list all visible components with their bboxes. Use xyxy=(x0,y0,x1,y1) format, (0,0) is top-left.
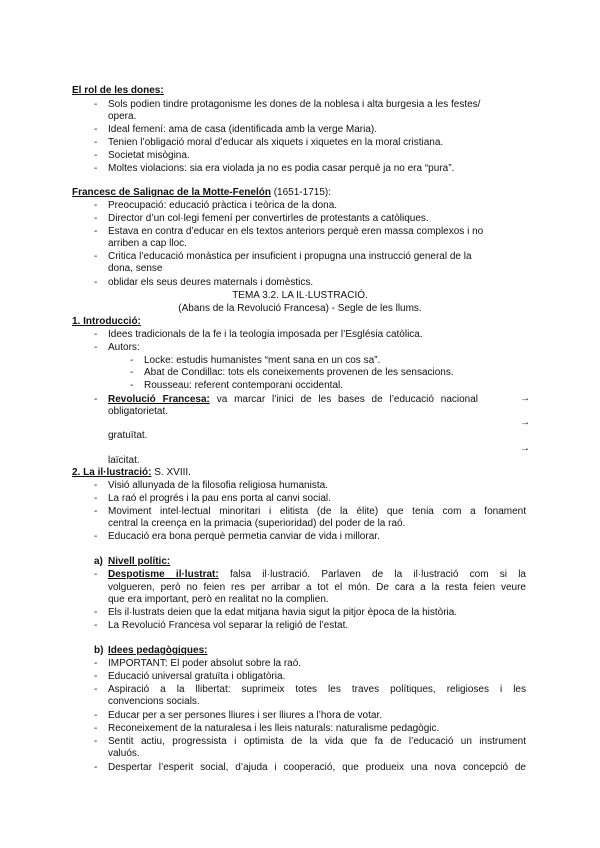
list-item-cont: dona, sense xyxy=(108,263,163,274)
list-item-cont: opera. xyxy=(108,111,137,122)
bullet-dash: - xyxy=(94,620,98,631)
bullet-dash: - xyxy=(94,569,98,580)
bullet-dash: - xyxy=(94,710,98,721)
author-item: Locke: estudis humanistes “ment sana en un cos sa”. xyxy=(144,355,381,366)
bullet-dash: - xyxy=(94,251,98,262)
list-item: Despertar l’esperit social, d’ajuda i cooperació, que produeix una nova concepció de xyxy=(108,762,526,773)
bullet-dash: - xyxy=(94,150,98,161)
list-item: Tenien l’obligació moral d’educar als xiquets i xiquetes en la moral cristiana. xyxy=(108,137,444,148)
heading-rol-dones: El rol de les dones: xyxy=(72,85,164,96)
list-item: Aspiració a la llibertat: suprimeix totes les traves polítiques, religioses i les xyxy=(108,684,526,695)
heading-fenelon xyxy=(72,187,331,199)
bullet-dash: - xyxy=(94,200,98,211)
list-item: IMPORTANT: El poder absolut sobre la raó. xyxy=(108,658,302,669)
list-item-cont: valuós. xyxy=(108,748,140,759)
list-item: Critica l’educació monàstica per insuficient i propugna una instrucció general de la xyxy=(108,251,472,262)
list-item: Preocupació: educació pràctica i teòrica de la dona. xyxy=(108,200,338,211)
bullet-dash: - xyxy=(94,607,98,618)
heading-illustracio-label: 2. La il·lustració: xyxy=(72,467,152,478)
despotisme-label: Despotisme il·lustrat: xyxy=(108,569,219,580)
heading-illustracio-century: S. XVIII. xyxy=(154,467,191,478)
bullet-dash: - xyxy=(94,342,98,353)
list-item: La raó el progrés i la pau ens porta al canvi social. xyxy=(108,493,331,504)
heading-introduccio: 1. Introducció: xyxy=(72,316,141,327)
author-item: Abat de Condillac: tots els coneixements provenen de les sensacions. xyxy=(144,367,454,378)
bullet-dash: - xyxy=(94,723,98,734)
list-item: Estava en contra d’educar en els textos anteriors perquè eren massa complexos i no xyxy=(108,226,484,237)
list-item: Sentit actiu, progressista i optimista de la vida que fa de l’educació un instrument xyxy=(108,736,526,747)
list-item-revolucio xyxy=(108,394,478,406)
bullet-dash: - xyxy=(94,762,98,773)
list-item: Societat misògina. xyxy=(108,150,190,161)
list-item: Reconeixement de la naturalesa i les lleis naturals: naturalisme pedagògic. xyxy=(108,723,440,734)
list-item: Els il·lustrats deien que la edat mitjana havia sigut la pitjor època de la història. xyxy=(108,607,458,618)
subheading-marker: b) xyxy=(94,645,104,656)
arrow-icon: → xyxy=(520,393,530,404)
bullet-dash: - xyxy=(94,137,98,148)
bullet-dash: - xyxy=(94,684,98,695)
arrow-icon: → xyxy=(520,417,530,428)
bullet-dash: - xyxy=(94,124,98,135)
list-item: Educació universal gratuïta i obligatòria. xyxy=(108,671,286,682)
author-item: Rousseau: referent contemporani occidental. xyxy=(144,380,344,391)
bullet-dash: - xyxy=(94,736,98,747)
list-item: Sols podien tindre protagonisme les dones de la noblesa i alta burgesia a les festes/ xyxy=(108,99,481,110)
heading-fenelon-name: Francesc de Salignac de la Motte-Fenelón xyxy=(72,187,271,198)
list-item: Autors: xyxy=(108,342,140,353)
despotisme-text: falsa il·lustració. Parlaven de la il·lustració com si la xyxy=(229,569,526,580)
list-item-despotisme xyxy=(108,569,526,581)
arrow-icon: → xyxy=(520,443,530,454)
list-item: Idees tradicionals de la fe i la teologia imposada per l’Església catòlica. xyxy=(108,329,423,340)
bullet-dash: - xyxy=(130,367,134,378)
list-item-cont: convencions socials. xyxy=(108,696,200,707)
list-item: Moltes violacions: sia era violada ja no es podia casar perquè ja no era “pura”. xyxy=(108,163,455,174)
bullet-dash: - xyxy=(94,531,98,542)
bullet-dash: - xyxy=(94,658,98,669)
bullet-dash: - xyxy=(94,480,98,491)
list-item-cont: central la creença en la primacia (superioridad) del poder de la raó. xyxy=(108,518,406,529)
list-item: Ideal femení: ama de casa (identificada amb la verge Maria). xyxy=(108,124,378,135)
list-item-cont: gratuïtat. xyxy=(108,430,148,441)
revolucio-label: Revolució Francesa: xyxy=(108,394,210,405)
list-item: Moviment intel·lectual minoritari i elitista (de la élite) que tenia com a fonament xyxy=(108,506,526,517)
subheading-idees-pedagogiques: Idees pedagògiques: xyxy=(108,645,208,656)
bullet-dash: - xyxy=(94,329,98,340)
subheading-nivell-politic: Nivell polític: xyxy=(108,556,171,567)
bullet-dash: - xyxy=(94,671,98,682)
bullet-dash: - xyxy=(94,226,98,237)
list-item: Visió allunyada de la filosofia religiosa humanista. xyxy=(108,480,328,491)
topic-title: TEMA 3.2. LA IL·LUSTRACIÓ. xyxy=(232,290,368,301)
list-item-cont: arriben a cap lloc. xyxy=(108,238,187,249)
subheading-marker: a) xyxy=(94,556,103,567)
list-item: oblidar els seus deures maternals i domèstics. xyxy=(108,277,314,288)
bullet-dash: - xyxy=(94,394,98,405)
list-item-cont: obligatorietat. xyxy=(108,406,169,417)
heading-fenelon-dates: (1651-1715): xyxy=(270,187,331,198)
list-item-cont: volgueren, però no feien res per arribar a tot el món. De cara a la resta feien veure xyxy=(108,582,526,593)
list-item: La Revolució Francesa vol separar la religió de l’estat. xyxy=(108,620,349,631)
bullet-dash: - xyxy=(130,380,134,391)
bullet-dash: - xyxy=(130,355,134,366)
bullet-dash: - xyxy=(94,277,98,288)
list-item-cont: laïcitat. xyxy=(108,455,140,466)
list-item: Educació era bona perquè permetia canviar de vida i millorar. xyxy=(108,531,380,542)
bullet-dash: - xyxy=(94,506,98,517)
bullet-dash: - xyxy=(94,493,98,504)
bullet-dash: - xyxy=(94,99,98,110)
heading-illustracio xyxy=(72,467,191,479)
bullet-dash: - xyxy=(94,213,98,224)
bullet-dash: - xyxy=(94,163,98,174)
list-item: Director d’un col·legi femení per convertirles de protestants a catòliques. xyxy=(108,213,429,224)
list-item-cont: que era important, però en realitat no la complien. xyxy=(108,594,329,605)
revolucio-text: va marcar l’inici de les bases de l’educació nacional xyxy=(216,394,479,405)
list-item: Educar per a ser persones lliures i ser lliures a l’hora de votar. xyxy=(108,710,383,721)
topic-subtitle: (Abans de la Revolució Francesa) - Segle de les llums. xyxy=(178,303,422,314)
